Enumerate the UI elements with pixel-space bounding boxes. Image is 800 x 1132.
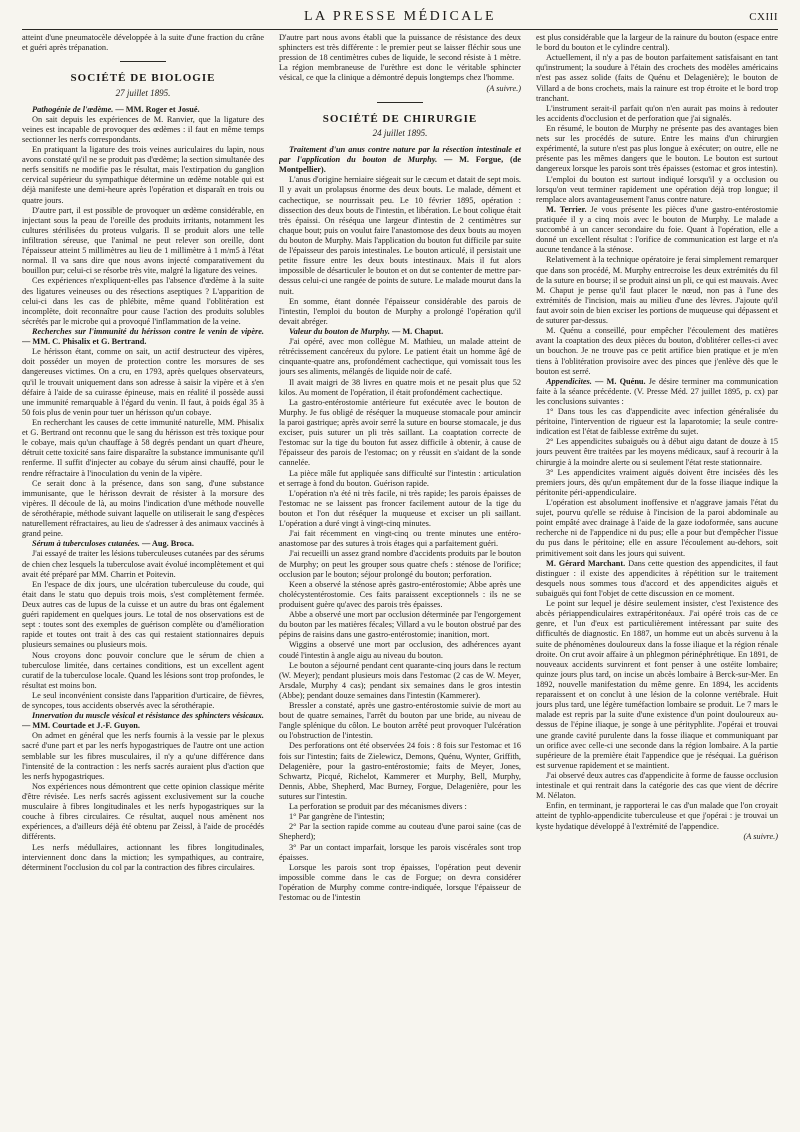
paragraph: En résumé, le bouton de Murphy ne présente pas des avantages bien nets sur les procédés de suture. Entre les mains d'un chirurgien expérimenté, la suture n'est pas plus longue à exécuter; on outre, elle ne présente pas les mêmes dangers que le bouton. Le bouton est surtout dangereux lorsque les parois sont très épaisses (estomac et gros intestin). [536,123,778,174]
column-right [536,33,778,1127]
paragraph: L'opération n'a été ni très facile, ni très rapide; les parois épaisses de l'estomac ne se laissent pas froncer facilement autour de la tige du bouton et l'on dut réséquer la muqueuse et exciser un pli saillant. L'opération a duré vingt à vingt-cinq minutes. [279,488,521,529]
paragraph-text: Je vous présente les pièces d'une gastro-entérostomie pratiquée il y a cinq mois avec le bouton de Murphy. Le malade a succombé à un cancer secondaire du foie. Quant à l'opération, elle a donné un excellent résultat : l'orifice de communication est large et n'a aucune tendance à la sténose. [536,204,778,255]
article-author: — M. Chaput. [391,327,444,336]
article-title: Valeur du bouton de Murphy. [289,327,390,336]
list-item: 3° Les appendicites vraiment aiguës doivent être incisées dès les premiers jours, dès qu'un empâtement dur de la fosse iliaque indique la péritonite péri-appendiculaire. [536,467,778,497]
paragraph: Nous croyons donc pouvoir conclure que le sérum de chien a tuberculose limitée, dans certaines conditions, est un excellent agent curatif de la tuberculose locale. Quand les lésions sont trop profondes, le résultat est moins bon. [22,650,264,690]
list-item: 2° Les appendicites subaiguës ou à début aigu datant de douze à 15 jours peuvent être traitées par les moyens médicaux, sauf à recourir à la chirurgie à la moindre alerte ou si seulement l'état reste stationnaire. [536,437,778,467]
continued-note [279,84,521,94]
column-middle [279,33,521,1127]
paragraph: On admet en général que les nerfs fournis à la vessie par le plexus sacré d'une part et par les nerfs hypogastriques de l'autre ont une action semblable sur les fibres musculaires, il n'y a qu'une différence dans l'intensité de la contraction : les nerfs sacrés auraient plus d'action que les nerfs hypogastriques. [22,731,264,781]
paragraph: L'opération est absolument inoffensive et n'aggrave jamais l'état du sujet, pourvu qu'elle se réduise à l'incision de la paroi abdominale au point empâté avec drainage à l'aide de la gaze iodoformée, sans aucune recherche ni de l'appendice ni du pus; elle a pour but d'empêcher l'issue du pus dans le péritoine; elle en assure l'écoulement au-dehors, soit primitivement soit dans les jours qui suivent. [536,498,778,558]
speaker-paragraph [536,559,778,599]
section-name: SOCIÉTÉ DE CHIRURGIE [322,112,478,125]
paragraph: Des perforations ont été observées 24 fois : 8 fois sur l'estomac et 16 fois sur l'intestin; faits de Zielewicz, Demons, Quénu, Wynter, Griffith, Delagenière, pour la gastro-entérostomie; faits de Meyer, Jones, Schwartz, Picqué, Richelot, Kammerer et Murphy, Bell, Murphy, Dennis, Abbe, Shepherd, Mac Burney, Forgue, Delagenière, pour les sutures sur l'intestin. [279,741,521,802]
list-item: 2° Par la section rapide comme au couteau d'une paroi saine (cas de Shepherd); [279,822,521,842]
paragraph: Relativement à la technique opératoire je ferai simplement remarquer que dans son procédé, M. Murphy entrecroise les deux extrémités du fil de la suture en bourse; il se produit ainsi un pli, ce qui est mauvais. Avec M. Chaput je pense qu'il faut placer le nœud, non pas à l'une des extrémités de l'incision, mais au milieu d'une des lèvres. J'ajoute qu'il faut avoir soin de bien exciser les portions de muqueuse qui dépassent et de suturer par-dessus. [536,255,778,326]
paragraph: Keen a observé la sténose après gastro-entérostomie; Abbe après une cholécystentérostomie. Ces faits paraissent exceptionnels : ils ne se produisent guère qu'avec des parois très épaisses. [279,579,521,609]
paragraph: Ce serait donc à la présence, dans son sang, d'une substance immunisante, que le hérisson devrait de résister à la morsure des vipères. Il découle de là, au moins l'indication d'une méthode nouvelle de sérothérapie, méthode suivant laquelle on utiliserait le sang d'espèces naturellement réfractaires, au lieu de s'adresser à des animaux vaccinés à grand peine. [22,478,264,539]
journal-title: LA PRESSE MÉDICALE [303,9,496,24]
text-columns [22,33,778,1127]
section-divider [120,61,166,62]
article-title: Sérum à tuberculoses cutanées. [32,539,140,549]
section-date: 24 juillet 1895. [372,128,428,139]
section-heading-biologie [22,72,264,98]
paragraph: L'instrument serait-il parfait qu'on n'en aurait pas moins à redouter les accidents d'occlusion et de perforation que j'ai signalés. [536,103,778,123]
article-heading [279,327,521,337]
page-number: CXIII [749,11,778,23]
paragraph: La gastro-entérostomie antérieure fut exécutée avec le bouton de Murphy. Je fus obligé de réséquer la muqueuse stomacale pour amincir la paroi gastrique; après avoir serré la suture en bourse stomacale, je dus exciser, puis suturer un pli très saillant. La coaptation correcte de l'estomac sur la tige du bouton fut assez difficile à obtenir, à cause de l'épaisseur des parois de l'estomac; on y réussit en s'aidant de la sonde cannelée. [279,397,521,468]
article-title: Appendicites. [546,376,592,386]
continued-label: (A suivre.) [743,831,778,841]
paragraph: La pièce mâle fut appliquée sans difficulté sur l'intestin : articulation et serrage à fond du bouton. Guérison rapide. [279,468,521,488]
article-heading [22,711,264,731]
paragraph: Le point sur lequel je désire seulement insister, c'est l'existence des abcès périappendiculaires extrapéritonéaux. J'ai opéré trois cas de ce genre, et l'un d'eux est particulièrement intéressant par suite des difficultés de diagnostic. En 1887, un homme eut un abcès survenu à la suite de phénomènes douloureux dans la fosse iliaque et la région rénale droite. On crut avoir affaire à un phlegmon périnéphrétique. En 1891, de nouveaux accidents survinrent et font penser à une ostéite lombaire; quinze jours plus tard, on incise un abcès lombaire à Berck-sur-Mer. En 1892, nouvelle manifestation du même genre. En 1894, les accidents reparaissent et on conclut à une lésion de la colonne vertébrale. Huit jours plus tard, une légère tuméfaction lombaire se produit. Le 7 mars le malade est repris par la suite d'une existence d'un point douloureux au-dessus de l'épine iliaque, je songe à une pérityphlite. J'opérai et trouvai une grande cavité purulente dans la fosse iliaque et communiquant par un orifice avec celle-ci une seconde dans la région lombaire. A la partie supérieure de la première était l'appendice que je réséquai. La guérison est survenue rapidement et se maintient. [536,599,778,770]
article-title: Pathogénie de l'œdème. [32,104,114,114]
list-item: 3° Par un contact imparfait, lorsque les parois viscérales sont trop épaisses. [279,842,521,862]
article-title: Innervation du muscle vésical et résistance des sphincters vésicaux. [32,711,264,721]
paragraph: En l'espace de dix jours, une ulcération tuberculeuse du coude, qui était dans le statu quo depuis trois mois, s'est complètement fermée. Deux autres cas de lupus de la cuisse et un autre du bras ont également guéri rapidement en quelques jours. Le total de nos observations est de sept : toutes sont des exemples de guérison complète ou d'amélioration rapide et toutes ont trait à des cas qui restaient stationnaires depuis plusieurs semaines ou plusieurs mois. [22,579,264,650]
paragraph: J'ai opéré, avec mon collègue M. Mathieu, un malade atteint de rétrécissement cancéreux du pylore. Le patient était un homme âgé de cinquante-quatre ans, profondément cachectique, qui vomissait tous les jours ses aliments, mélangés de liquide noir de café. [279,337,521,377]
paragraph: J'ai fait récemment en vingt-cinq ou trente minutes une entéro-anastomose par des sutures à trois étages qui a parfaitement guéri. [279,529,521,549]
paragraph: est plus considérable que la largeur de la rainure du bouton (espace entre le bord du bouton et le cylindre central). [536,33,778,53]
list-item: 1° Dans tous les cas d'appendicite avec infection généralisée du péritoine, l'intervention de rigueur est la laparotomie; la seule contre-indication est l'état de faiblesse extrême du sujet. [536,407,778,437]
paragraph: Abbe a observé une mort par occlusion déterminée par l'engorgement du bouton par les matières fécales; Villard a vu le bouton obstrué par des pépins de raisins dans une gastro-entérostomie; inanition, mort. [279,610,521,640]
paragraph: atteint d'une pneumatocèle développée à la suite d'une fraction du crâne et guéri après trépanation. [22,33,264,53]
paragraph: D'autre part nous avons établi que la puissance de résistance des deux sphincters est très différente : le premier peut se laisser fléchir sous une pression de 18 centimètres cubes de liquide, le second résiste à 1 mètre. La région membraneuse de l'urèthre est donc le véritable sphincter vésical, ce que la clinique a démontré depuis longtemps chez l'homme. [279,33,521,83]
continued-label: (A suivre.) [486,83,521,93]
paragraph: Le hérisson étant, comme on sait, un actif destructeur des vipères, doit posséder un moyen de protection contre les morsures de ses dangereuses victimes. On a cru, en 1793, après quelques observateurs, qu'il le trouvait uniquement dans son adresse à saisir la vipère et à s'en défaire à l'aide de sa cuirasse épineuse, mais en réalité il possède aussi une immunité remarquable à l'égard du venin. Il faut, à poids égal 35 à 50 fois plus de venin pour tuer un hérisson qu'un cobaye. [22,347,264,417]
paragraph: En recherchant les causes de cette immunité naturelle, MM. Phisalix et G. Bertrand ont reconnu que le sang du hérisson est très toxique pour le cobaye, mais qu'un chauffage à 58 degrés pendant un quart d'heure, détruit cette toxicité sans faire disparaître la substance immunisante qu'il renferme. Il suffit d'injecter au cobaye du sérum ainsi chauffé, pour le rendre réfractaire à l'inoculation du venin de la vipère. [22,417,264,478]
article-author: — MM. Courtade et J.-F. Guyon. [22,721,140,731]
section-name: SOCIÉTÉ DE BIOLOGIE [70,72,216,85]
article-heading [22,105,264,115]
paragraph-text: Je désire terminer ma communication faite à la séance précédente. (V. Presse Méd. 27 juillet 1895, p. cx) par les conclusions suivantes : [536,376,778,406]
paragraph: Nos expériences nous démontrent que cette opinion classique mérite d'être révisée. Les nerfs sacrés agissent exclusivement sur la couche musculaire à fibres longitudinales et les nerfs hypogastriques sur la couche à fibres circulaires. Ce résultat, auquel nous amènent nos expériences, a d'ailleurs déjà été obtenu par Zeissl, à l'aide de procédés différents. [22,781,264,842]
article-title: Recherches sur l'immunité du hérisson contre le venin de vipère. [32,327,264,336]
article-author: — M. Quénu. [595,376,646,386]
article-title: Traitement d'un anus contre nature par la résection intestinale et par l'application du bouton de Murphy. [279,145,521,165]
article-heading [279,145,521,175]
paragraph: Actuellement, il n'y a pas de bouton parfaitement satisfaisant en tant qu'instrument; la soudure à l'étain des crochets des modèles américains n'est pas assez solide (faits de Quénu et Delagenière); le bouton de Villard a de bons crochets, mais la rainure est trop étroite et le bord trop tranchant. [536,53,778,103]
section-divider [377,102,423,103]
paragraph: Enfin, en terminant, je rapporterai le cas d'un malade que l'on croyait atteint de typhlo-appendicite tuberculeuse et que j'opérai : je trouvai un kyste hydatique développé à l'extrémité de l'appendice. [536,801,778,831]
paragraph: En somme, étant donnée l'épaisseur considérable des parois de l'intestin, l'emploi du bouton de Murphy a prolongé l'opération qu'il devait abréger. [279,296,521,326]
paragraph: On sait depuis les expériences de M. Ranvier, que la ligature des veines est incapable de provoquer des œdèmes : il faut en même temps sectionner les nerfs correspondants. [22,114,264,144]
article-heading [22,327,264,347]
paragraph: En pratiquant la ligature des trois veines auriculaires du lapin, nous avons constaté qu'il ne se produit pas d'œdème; la section simultanée des nerfs sensitifs ne modifie pas le résultat, mais l'extirpation du ganglion cervical supérieur du sympathique détermine un œdème notable qui est déjà manifeste une demi-heure après l'opération et disparaît en trois ou quatre jours. [22,145,264,205]
paragraph: Les nerfs médullaires, actionnant les fibres longitudinales, interviennent donc dans la miction; les sympathiques, au contraire, déterminent l'occlusion du col par la contraction des fibres circulaires. [22,842,264,872]
paragraph: J'ai observé deux autres cas d'appendicite à forme de fausse occlusion intestinale et qui rentrait dans la catégorie des cas que vient de décrire M. Nélaton. [536,770,778,801]
section-date: 27 juillet 1895. [115,87,171,98]
paragraph-text: Dans cette question des appendicites, il faut distinguer : il existe des appendicites à répétition sur le traitement desquels nous sommes tous d'accord et des appendicites aiguës et subaiguës qui font l'objet de cette discussion en ce moment. [536,558,778,599]
paragraph: Wiggins a observé une mort par occlusion, des adhérences ayant coudé l'intestin à angle aigu au niveau du bouton. [279,640,521,660]
running-header [22,6,778,28]
paragraph: D'autre part, il est possible de provoquer un œdème considérable, en injectant sous la peau de l'oreille des produits irritants, notamment les cultures stérilisées du proteus vulgaris. Il se produit alors une telle infiltration séreuse, que l'animal ne peut relever son oreille, dont l'épaisseur atteint 5 millimètres au lieu de 1 millimètre à 1 m/m5 à l'état normal. Il va sans dire que nous avons injecté comparativement du bouillon pur; celui-ci se résorbe très vite, malgré la ligature des veines. [22,205,264,276]
paragraph: Il avait maigri de 38 livres en quatre mois et ne pesait plus que 52 kilos. Au moment de l'opération, il était profondément cachectique. [279,377,521,397]
article-author: — M. Forgue, (de Montpellier). [279,155,521,175]
article-author: — MM. Roger et Josué. [115,104,200,114]
paragraph: L'emploi du bouton est surtout indiqué lorsqu'il y a occlusion ou lorsqu'on veut terminer rapidement une opération déjà trop longue; il remplace alors avantageusement l'anus contre nature. [536,174,778,204]
header-rule [22,29,778,30]
continued-note [536,832,778,842]
paragraph: Le bouton a séjourné pendant cent quarante-cinq jours dans le rectum (W. Meyer); pendant plusieurs mois dans l'estomac (2 cas de W. Meyer, Arsdale, Murphy 4 cas); pendant six semaines dans le gros intestin (Abbe); pendant douze semaines dans l'intestin (Kammerer). [279,660,521,700]
section-heading-chirurgie [279,113,521,139]
paragraph: Bressler a constaté, après une gastro-entérostomie suivie de mort au bout de quatre semaines, l'arrêt du bouton par une bride, au niveau de l'angle splénique du côlon. Le bouton arrêté peut provoquer l'ulcération ou l'obstruction de l'intestin. [279,701,521,741]
article-author: — Aug. Broca. [141,539,194,549]
paragraph: J'ai essayé de traiter les lésions tuberculeuses cutanées par des sérums de chien chez lesquels la tuberculose avait évolué incomplètement et qui avait été préparé par MM. Charrin et Poitevin. [22,549,264,579]
paragraph: Le seul inconvénient consiste dans l'apparition d'urticaire, de fièvres, de syncopes, tous accidents observés avec la sérothérapie. [22,690,264,711]
paragraph: Ces expériences n'expliquent-elles pas l'absence d'œdème à la suite des ligatures veineuses ou des résections aseptiques ? L'apparition de celui-ci dans les cas de phlébite, même quand l'oblitération est incomplète, doit reconnaître pour cause l'action des produits solubles sécrétés par le microbe qui a provoqué l'inflammation de la veine. [22,276,264,326]
article-heading [536,377,778,407]
paragraph: J'ai recueilli un assez grand nombre d'accidents produits par le bouton de Murphy; on peut les grouper sous quatre chefs : sténose de l'orifice; occlusion par le bouton; séjour prolongé du bouton; perforation. [279,549,521,579]
article-author: — MM. C. Phisalix et G. Bertrand. [22,337,147,347]
article-heading [22,539,264,549]
list-item: 1° Par gangrène de l'intestin; [289,812,385,822]
paragraph: M. Quénu a conseillé, pour empêcher l'écoulement des matières avant la coaptation des deux pièces du bouton, d'oblitérer celles-ci avec un bouchon. Je ne trouve pas ce petit artifice bien pratique et je m'en tiens à l'oblitération provisoire avec des pinces que j'enlève dès que le bouton est serré. [536,326,778,376]
speaker-paragraph [536,205,778,256]
paragraph: La perforation se produit par des mécanismes divers : [289,802,467,812]
paragraph: L'anus d'origine herniaire siégeait sur le cæcum et datait de sept mois. Il y avait un prolapsus énorme des deux bouts. Le malade, dément et cachectique, se nourrissait peu. Le 10 février 1895, opération : dissection des deux bouts de l'intestin, et libération. Le bout colique était très épaissi. On réséqua une largeur d'intestin de 2 centimètres sur chaque bout; puis on voulut faire l'anastomose des deux bouts au moyen du bouton de Murphy. Mais l'application du bouton fut difficile par suite de l'épaisseur des parois intestinales. Le bouton articulé, il persistait une petite fissure entre les deux bouts intestinaux. Mais il fut alors impossible de désarticuler le bouton et on dut se contenter de mettre par-dessus celui-ci une rangée de points de suture. Le malade mourut dans la nuit. [279,175,521,296]
speaker-name: M. Gérard Marchant. [546,558,626,568]
paragraph: Lorsque les parois sont trop épaisses, l'opération peut devenir impossible comme dans le cas de Forgue; on devra considérer l'opération de Murphy comme contre-indiquée, lorsque l'épaisseur de l'estomac ou de l'intestin [279,862,521,903]
column-left [22,33,264,1127]
speaker-name: M. Terrier. [546,204,587,214]
